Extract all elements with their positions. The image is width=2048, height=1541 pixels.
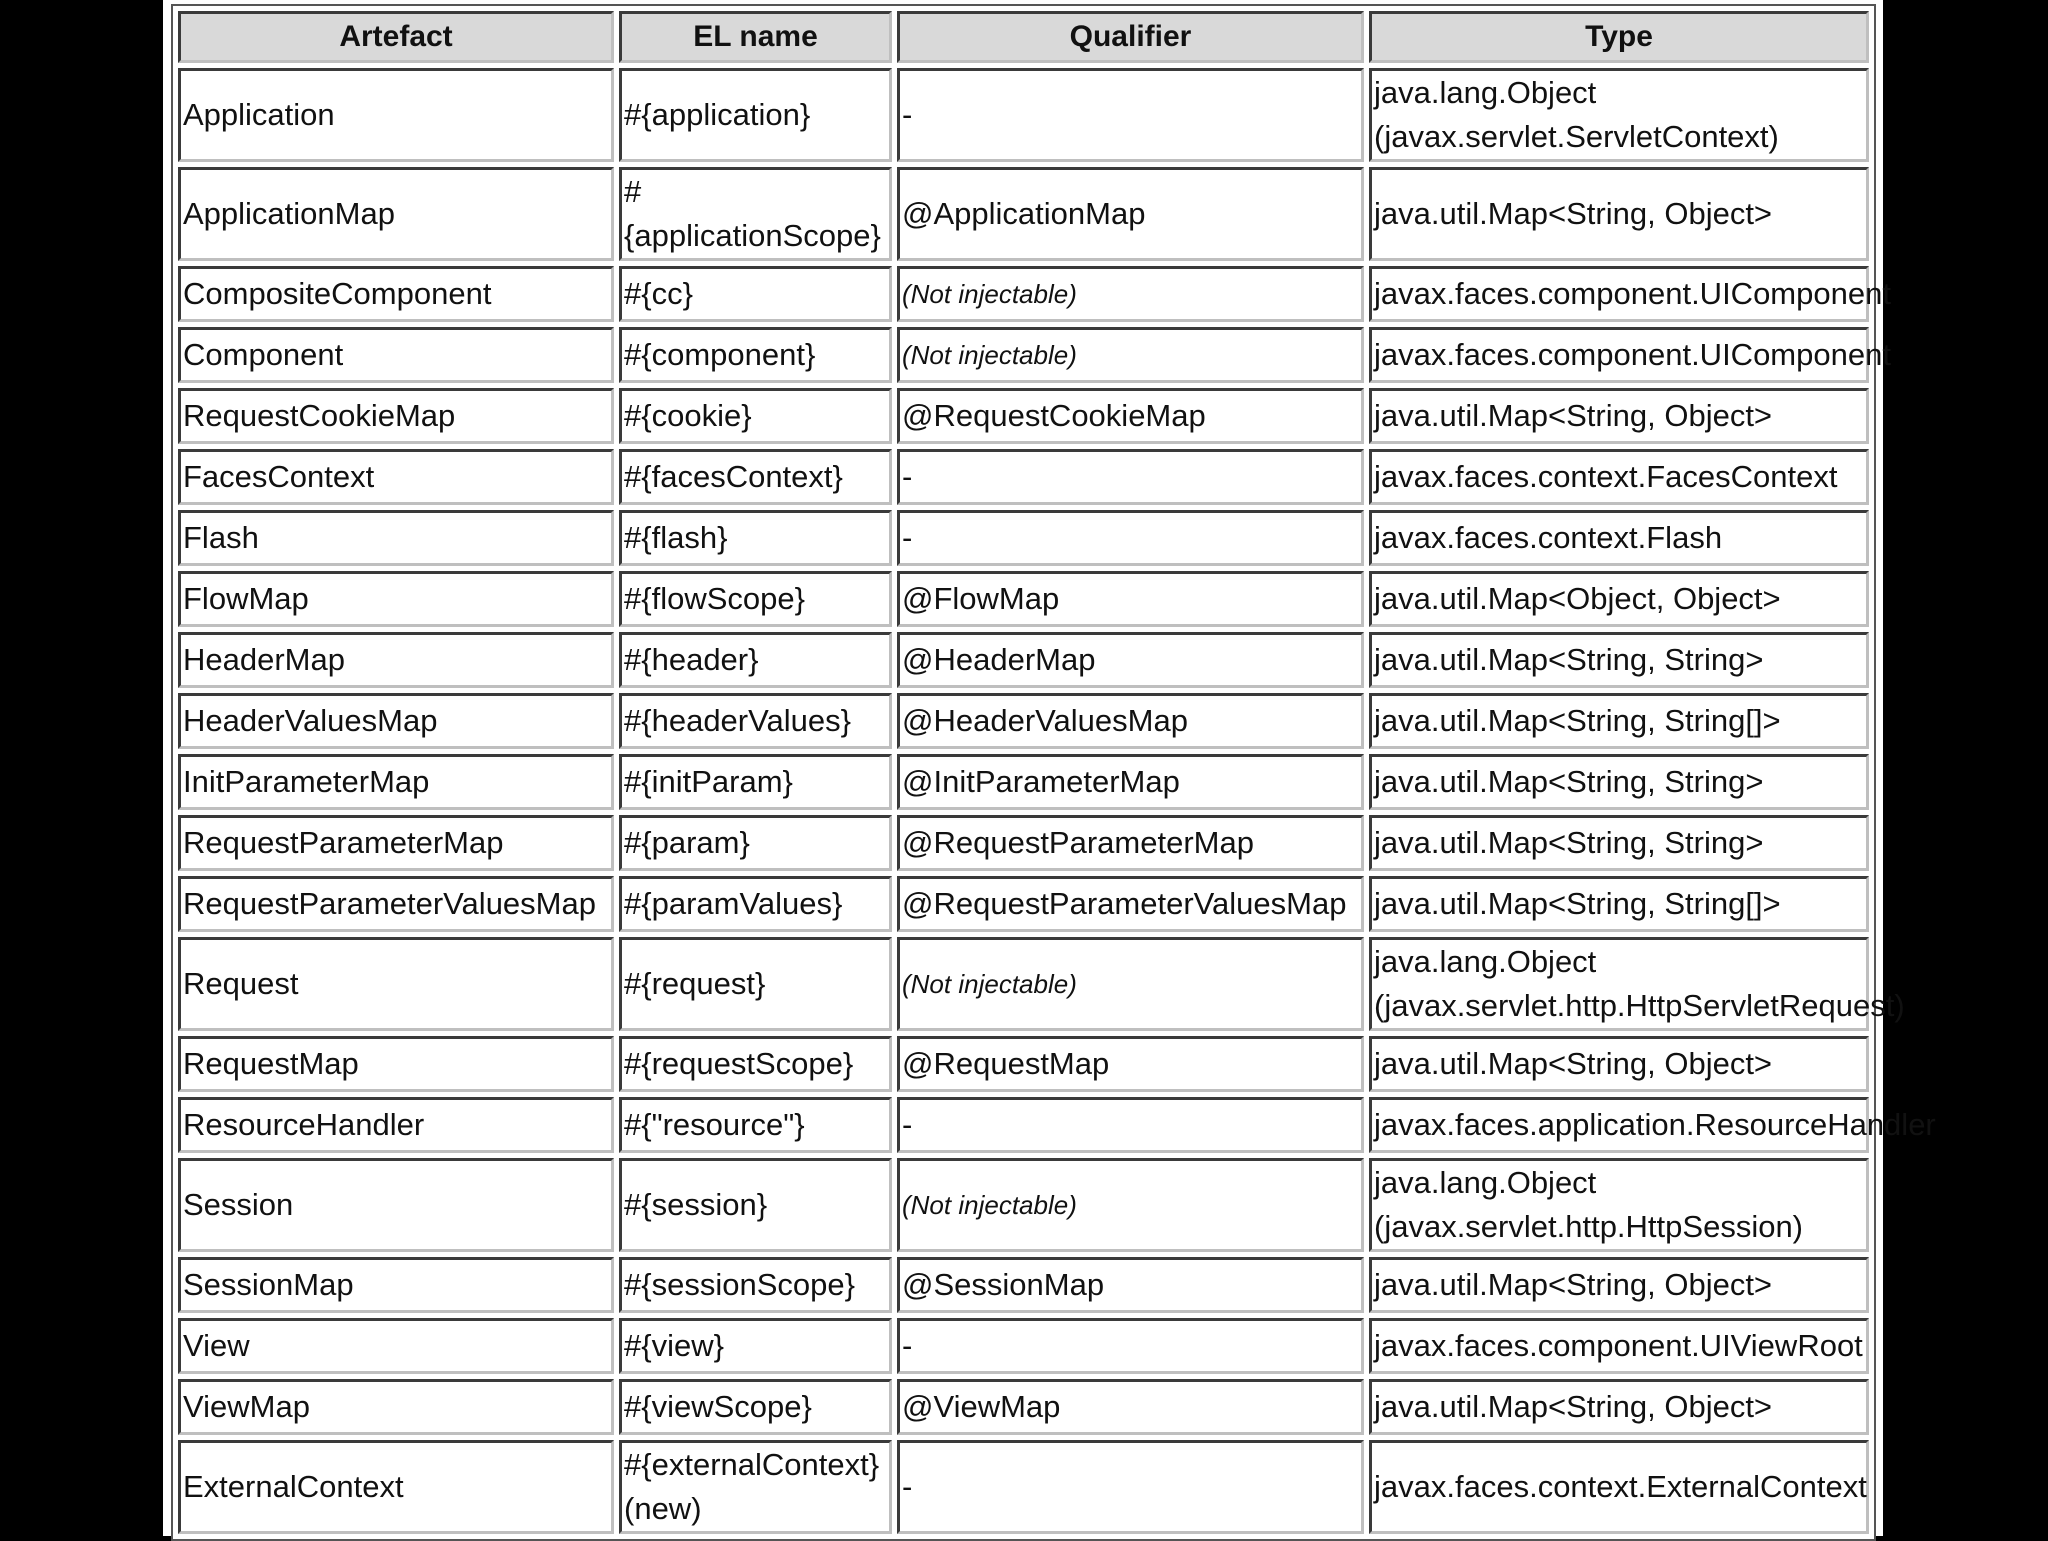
artefact-cell: InitParameterMap	[178, 754, 614, 810]
el-name-cell: #{header}	[619, 632, 892, 688]
table-row	[178, 571, 1869, 627]
artefact-cell: Session	[178, 1158, 614, 1252]
type-cell: javax.faces.component.UIComponent	[1369, 266, 1869, 322]
qualifier-cell: @HeaderMap	[897, 632, 1364, 688]
table-row	[178, 693, 1869, 749]
type-cell: javax.faces.context.ExternalContext	[1369, 1440, 1869, 1534]
qualifier-cell: @ApplicationMap	[897, 167, 1364, 261]
type-cell: java.util.Map<String, Object>	[1369, 1036, 1869, 1092]
table-row	[178, 1158, 1869, 1252]
el-name-cell: #{application}	[619, 68, 892, 162]
qualifier-cell: -	[897, 1318, 1364, 1374]
type-cell: java.util.Map<Object, Object>	[1369, 571, 1869, 627]
header-type: Type	[1369, 11, 1869, 63]
type-line: java.lang.Object	[1374, 75, 1597, 110]
qualifier-cell: -	[897, 1440, 1364, 1534]
qualifier-cell: @RequestParameterMap	[897, 815, 1364, 871]
el-name-cell: #{facesContext}	[619, 449, 892, 505]
artefact-cell: RequestParameterMap	[178, 815, 614, 871]
el-name-cell: #{request}	[619, 937, 892, 1031]
artefact-cell: Component	[178, 327, 614, 383]
artefact-cell: RequestParameterValuesMap	[178, 876, 614, 932]
table-row	[178, 632, 1869, 688]
type-cell: java.util.Map<String, String>	[1369, 815, 1869, 871]
type-line: (javax.servlet.http.HttpServletRequest)	[1374, 988, 1905, 1023]
artefact-cell: Flash	[178, 510, 614, 566]
el-name-cell: #{flash}	[619, 510, 892, 566]
artefact-cell: RequestCookieMap	[178, 388, 614, 444]
el-name-cell: #{flowScope}	[619, 571, 892, 627]
qualifier-cell: (Not injectable)	[897, 937, 1364, 1031]
qualifier-cell: -	[897, 510, 1364, 566]
table-header-row	[178, 11, 1869, 63]
type-cell: javax.faces.context.FacesContext	[1369, 449, 1869, 505]
artefact-cell: ExternalContext	[178, 1440, 614, 1534]
qualifier-cell: -	[897, 1097, 1364, 1153]
el-name-cell: #{initParam}	[619, 754, 892, 810]
el-name-cell: #{"resource"}	[619, 1097, 892, 1153]
table-row	[178, 1257, 1869, 1313]
el-implicit-objects-table	[171, 4, 1936, 1541]
el-name-cell: #{param}	[619, 815, 892, 871]
qualifier-cell: @RequestMap	[897, 1036, 1364, 1092]
table-row	[178, 388, 1869, 444]
table-row	[178, 510, 1869, 566]
qualifier-cell: @RequestCookieMap	[897, 388, 1364, 444]
el-name-cell: #{session}	[619, 1158, 892, 1252]
artefact-cell: HeaderValuesMap	[178, 693, 614, 749]
qualifier-cell: @FlowMap	[897, 571, 1364, 627]
type-cell: java.util.Map<String, Object>	[1369, 167, 1869, 261]
header-artefact: Artefact	[178, 11, 614, 63]
artefact-cell: ApplicationMap	[178, 167, 614, 261]
el-name-line: #	[624, 174, 642, 209]
table-row	[178, 754, 1869, 810]
header-qualifier: Qualifier	[897, 11, 1364, 63]
el-name-cell: #{sessionScope}	[619, 1257, 892, 1313]
el-name-cell: #{requestScope}	[619, 1036, 892, 1092]
qualifier-cell: -	[897, 68, 1364, 162]
qualifier-cell: @InitParameterMap	[897, 754, 1364, 810]
artefact-cell: ResourceHandler	[178, 1097, 614, 1153]
el-name-cell: #{cc}	[619, 266, 892, 322]
artefact-cell: HeaderMap	[178, 632, 614, 688]
type-cell	[1369, 68, 1869, 162]
type-line: (javax.servlet.http.HttpSession)	[1374, 1209, 1804, 1244]
artefact-cell: Request	[178, 937, 614, 1031]
qualifier-cell: (Not injectable)	[897, 1158, 1364, 1252]
table-row	[178, 449, 1869, 505]
table-row	[178, 1097, 1869, 1153]
type-cell	[1369, 1158, 1869, 1252]
qualifier-cell: @RequestParameterValuesMap	[897, 876, 1364, 932]
type-cell: java.util.Map<String, Object>	[1369, 1257, 1869, 1313]
type-cell: java.util.Map<String, String>	[1369, 754, 1869, 810]
type-line: java.lang.Object	[1374, 944, 1597, 979]
artefact-cell: FlowMap	[178, 571, 614, 627]
table-row	[178, 1036, 1869, 1092]
table-row	[178, 937, 1869, 1031]
artefact-cell: Application	[178, 68, 614, 162]
el-name-line: (new)	[624, 1491, 702, 1526]
el-name-cell	[619, 167, 892, 261]
qualifier-cell: @SessionMap	[897, 1257, 1364, 1313]
el-name-cell: #{paramValues}	[619, 876, 892, 932]
table-row	[178, 266, 1869, 322]
table-row	[178, 1379, 1869, 1435]
el-name-cell: #{component}	[619, 327, 892, 383]
header-el-name: EL name	[619, 11, 892, 63]
el-name-line: #{externalContext}	[624, 1447, 880, 1482]
el-name-cell: #{headerValues}	[619, 693, 892, 749]
qualifier-cell: @ViewMap	[897, 1379, 1364, 1435]
el-name-cell	[619, 1440, 892, 1534]
type-cell: javax.faces.component.UIComponent	[1369, 327, 1869, 383]
qualifier-cell: -	[897, 449, 1364, 505]
type-line: java.lang.Object	[1374, 1165, 1597, 1200]
qualifier-cell: (Not injectable)	[897, 266, 1364, 322]
type-cell: java.util.Map<String, Object>	[1369, 1379, 1869, 1435]
el-name-cell: #{viewScope}	[619, 1379, 892, 1435]
table-row	[178, 327, 1869, 383]
artefact-cell: FacesContext	[178, 449, 614, 505]
artefact-cell: ViewMap	[178, 1379, 614, 1435]
document-page	[163, 0, 1936, 1536]
el-name-cell: #{view}	[619, 1318, 892, 1374]
type-cell: javax.faces.component.UIViewRoot	[1369, 1318, 1869, 1374]
artefact-cell: SessionMap	[178, 1257, 614, 1313]
table-row	[178, 167, 1869, 261]
artefact-cell: CompositeComponent	[178, 266, 614, 322]
artefact-cell: View	[178, 1318, 614, 1374]
type-cell: javax.faces.application.ResourceHandler	[1369, 1097, 1869, 1153]
type-cell: java.util.Map<String, String>	[1369, 632, 1869, 688]
type-cell: javax.faces.context.Flash	[1369, 510, 1869, 566]
el-name-cell: #{cookie}	[619, 388, 892, 444]
type-cell: java.util.Map<String, String[]>	[1369, 693, 1869, 749]
table-row	[178, 815, 1869, 871]
table-row	[178, 876, 1869, 932]
qualifier-cell: (Not injectable)	[897, 327, 1364, 383]
table-row	[178, 1318, 1869, 1374]
type-cell: java.util.Map<String, String[]>	[1369, 876, 1869, 932]
type-cell	[1369, 937, 1905, 1031]
table-row	[178, 1440, 1869, 1534]
el-name-line: {applicationScope}	[624, 218, 881, 253]
table-row	[178, 68, 1869, 162]
artefact-cell: RequestMap	[178, 1036, 614, 1092]
type-line: (javax.servlet.ServletContext)	[1374, 119, 1779, 154]
type-cell: java.util.Map<String, Object>	[1369, 388, 1869, 444]
qualifier-cell: @HeaderValuesMap	[897, 693, 1364, 749]
